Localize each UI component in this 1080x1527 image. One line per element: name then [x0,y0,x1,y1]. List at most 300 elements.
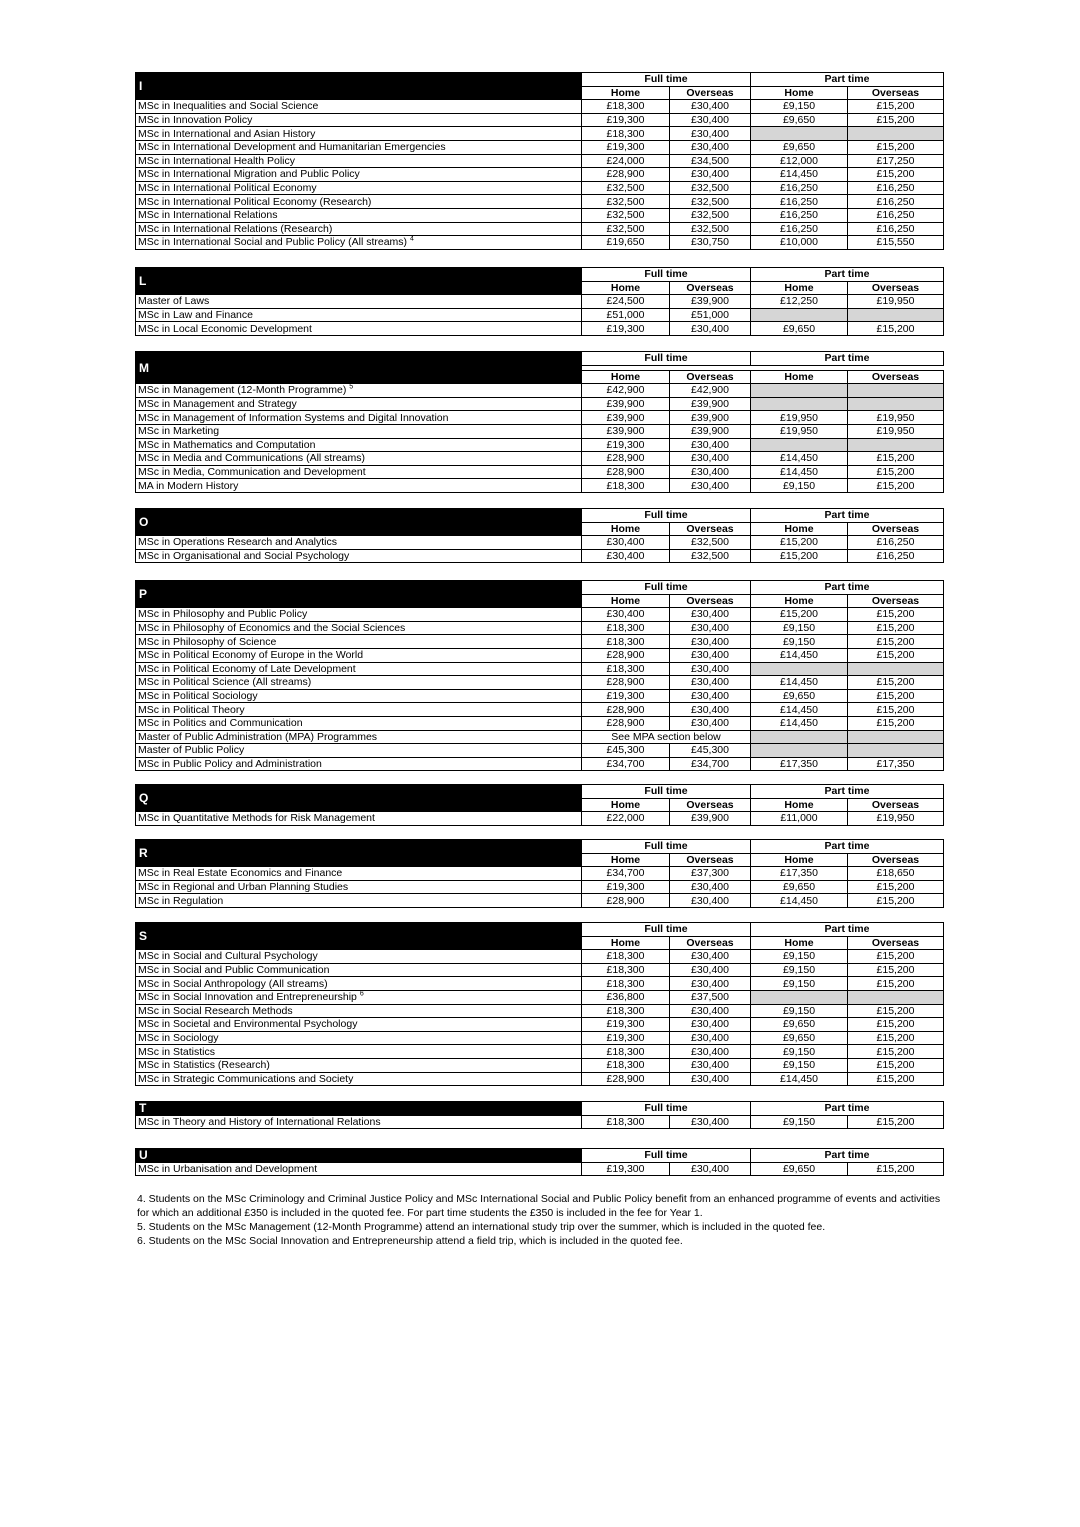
programme-name [136,744,582,758]
table-row [136,689,944,703]
ft-overseas-fee: £30,400 [670,1162,751,1176]
header-row [136,509,944,523]
pt-overseas-fee [848,662,944,676]
ft-overseas-fee: £30,400 [670,676,751,690]
programme-name [136,195,582,209]
table-row [136,1031,944,1045]
section-letter: T [136,1102,582,1116]
programme-name [136,295,582,309]
ft-overseas-fee: £30,400 [670,716,751,730]
pt-home-fee: £14,450 [751,716,848,730]
programme-label: MSc in International Development and Humanitarian Emergencies [138,141,446,154]
ft-home-fee: £19,300 [582,140,670,154]
programme-name [136,222,582,236]
programme-label: MSc in Statistics [138,1045,216,1058]
programme-name [136,757,582,771]
table-row [136,236,944,250]
ft-overseas-fee: £30,400 [670,168,751,182]
ft-home-fee: £19,300 [582,322,670,336]
ft-overseas-fee: £30,750 [670,236,751,250]
ft-home-fee: £39,900 [582,411,670,425]
ft-home-fee: £28,900 [582,676,670,690]
pt-home-fee: £9,150 [751,635,848,649]
programme-label: MSc in Local Economic Development [138,322,312,335]
pt-overseas-fee: £16,250 [848,222,944,236]
table-row [136,621,944,635]
ft-overseas-fee: £30,400 [670,452,751,466]
pt-home-fee: £9,650 [751,1018,848,1032]
table-row [136,880,944,894]
ft-home-fee: £45,300 [582,744,670,758]
programme-label: MSc in Management of Information Systems and Digital Innovation [138,411,449,424]
header-row [136,268,944,282]
ft-home-fee: £18,300 [582,479,670,493]
section-letter: O [136,509,582,536]
programme-label: MSc in Statistics (Research) [138,1059,270,1072]
pt-home-fee: £9,650 [751,1031,848,1045]
programme-name [136,716,582,730]
pt-overseas-fee: £15,550 [848,236,944,250]
programme-label: MSc in Societal and Environmental Psychology [138,1018,358,1031]
pt-home-fee: £14,450 [751,168,848,182]
table-row [136,208,944,222]
programme-label: MSc in Political Economy of Late Development [138,662,356,675]
programme-name [136,608,582,622]
header-row [136,581,944,595]
ft-overseas-fee: £30,400 [670,465,751,479]
ft-home-fee: £36,800 [582,990,670,1004]
ft-overseas-fee: £39,900 [670,812,751,826]
table-row [136,648,944,662]
ft-home-fee: £18,300 [582,635,670,649]
footnote-5: 5. Students on the MSc Management (12-Month Programme) attend an international study trip over the summer, which is included in the quoted fee. [137,1221,826,1233]
pt-home-fee: £19,950 [751,411,848,425]
pt-overseas-fee: £18,650 [848,867,944,881]
header-row [136,1102,944,1116]
table-row [136,1115,944,1129]
programme-label: MSc in Innovation Policy [138,114,253,127]
pt-overseas-fee: £15,200 [848,452,944,466]
ft-home-fee: £18,300 [582,1045,670,1059]
section-o-table [135,508,944,563]
ft-home-fee: £28,900 [582,465,670,479]
full-time-note: See MPA section below [582,730,751,744]
table-row [136,411,944,425]
table-row [136,730,944,744]
table-row [136,295,944,309]
ft-overseas-fee: £30,400 [670,127,751,141]
ft-home-fee: £39,900 [582,397,670,411]
ft-overseas-fee: £30,400 [670,1115,751,1129]
programme-label: MSc in Management and Strategy [138,398,297,411]
programme-name [136,452,582,466]
pt-home-fee [751,990,848,1004]
ft-home-fee: £18,300 [582,621,670,635]
section-l-table [135,267,944,336]
table-row [136,1072,944,1086]
pt-overseas-fee: £19,950 [848,424,944,438]
part-time-header: Part time [751,509,944,523]
ft-home-fee: £24,500 [582,295,670,309]
pt-home-fee: £9,150 [751,1004,848,1018]
table-row [136,424,944,438]
ft-home-fee: £19,300 [582,1162,670,1176]
table-row [136,977,944,991]
programme-label: MSc in International Political Economy [138,182,317,195]
programme-name [136,1072,582,1086]
programme-name [136,100,582,114]
ft-home-fee: £30,400 [582,549,670,563]
ft-overseas-fee: £30,400 [670,662,751,676]
header-row [136,785,944,799]
ft-home-fee: £24,000 [582,154,670,168]
ft-home-header: Home [582,281,670,295]
programme-name [136,867,582,881]
pt-home-fee: £14,450 [751,676,848,690]
ft-overseas-header: Overseas [670,86,751,100]
header-row [136,923,944,937]
full-time-header: Full time [582,73,751,87]
ft-overseas-header: Overseas [670,370,751,384]
pt-overseas-fee: £15,200 [848,322,944,336]
pt-home-fee: £14,450 [751,703,848,717]
pt-overseas-fee: £16,250 [848,549,944,563]
ft-home-fee: £28,900 [582,703,670,717]
ft-overseas-fee: £30,400 [670,1004,751,1018]
programme-name [136,621,582,635]
pt-home-fee: £19,950 [751,424,848,438]
pt-overseas-fee: £15,200 [848,1045,944,1059]
table-row [136,140,944,154]
table-row [136,168,944,182]
part-time-header: Part time [751,73,944,87]
pt-home-fee: £9,650 [751,689,848,703]
pt-overseas-fee [848,990,944,1004]
programme-name [136,438,582,452]
pt-home-fee: £16,250 [751,181,848,195]
part-time-header: Part time [751,840,944,854]
pt-overseas-header: Overseas [848,853,944,867]
table-row [136,744,944,758]
programme-label: MSc in International Social and Public Policy (All streams) [138,236,408,249]
pt-overseas-fee: £15,200 [848,113,944,127]
ft-overseas-fee: £39,900 [670,397,751,411]
ft-overseas-header: Overseas [670,281,751,295]
ft-overseas-fee: £34,700 [670,757,751,771]
section-m-table [135,351,944,493]
pt-overseas-header: Overseas [848,281,944,295]
programme-name [136,181,582,195]
programme-label: MSc in Media and Communications (All streams) [138,452,365,465]
part-time-header: Part time [751,352,944,366]
table-row [136,536,944,550]
pt-overseas-fee: £15,200 [848,716,944,730]
pt-overseas-fee: £15,200 [848,703,944,717]
programme-label: MSc in Social Research Methods [138,1004,293,1017]
pt-overseas-header: Overseas [848,522,944,536]
programme-label: MSc in Marketing [138,425,220,438]
pt-home-fee [751,308,848,322]
table-row [136,1045,944,1059]
pt-overseas-fee: £15,200 [848,676,944,690]
table-row [136,1058,944,1072]
ft-home-fee: £28,900 [582,452,670,466]
programme-name [136,1058,582,1072]
table-row [136,438,944,452]
ft-overseas-fee: £30,400 [670,963,751,977]
pt-overseas-fee: £15,200 [848,880,944,894]
ft-overseas-fee: £30,400 [670,621,751,635]
programme-name [136,397,582,411]
pt-overseas-fee: £15,200 [848,635,944,649]
table-row [136,716,944,730]
ft-overseas-fee: £51,000 [670,308,751,322]
pt-home-fee [751,744,848,758]
part-time-header: Part time [751,581,944,595]
programme-label: MSc in Social and Public Communication [138,964,330,977]
ft-overseas-fee: £30,400 [670,1058,751,1072]
pt-overseas-header: Overseas [848,594,944,608]
ft-home-fee: £18,300 [582,977,670,991]
ft-home-fee: £18,300 [582,127,670,141]
pt-overseas-fee: £15,200 [848,1058,944,1072]
table-row [136,867,944,881]
full-time-header: Full time [582,509,751,523]
programme-label: MSc in International Relations (Research) [138,222,333,235]
programme-name [136,208,582,222]
programme-label: MSc in International and Asian History [138,127,316,140]
full-time-header: Full time [582,352,751,366]
pt-overseas-fee: £15,200 [848,894,944,908]
pt-home-fee: £16,250 [751,195,848,209]
pt-home-header: Home [751,936,848,950]
pt-home-header: Home [751,853,848,867]
part-time-header: Part time [751,1149,944,1163]
header-row [136,840,944,854]
programme-label: MSc in International Relations [138,209,278,222]
section-letter: S [136,923,582,950]
pt-home-fee: £9,650 [751,113,848,127]
full-time-header: Full time [582,1149,751,1163]
pt-overseas-fee: £15,200 [848,963,944,977]
pt-overseas-fee: £15,200 [848,1115,944,1129]
pt-overseas-fee: £16,250 [848,536,944,550]
pt-overseas-header: Overseas [848,370,944,384]
pt-overseas-fee: £16,250 [848,181,944,195]
ft-home-header: Home [582,936,670,950]
ft-overseas-fee: £37,300 [670,867,751,881]
programme-label: Master of Public Policy [138,744,245,757]
footnote-marker: 4 [409,235,414,243]
programme-label: MSc in Urbanisation and Development [138,1162,318,1175]
ft-overseas-fee: £30,400 [670,689,751,703]
programme-label: MSc in Inequalities and Social Science [138,100,319,113]
ft-overseas-fee: £39,900 [670,411,751,425]
table-row [136,662,944,676]
programme-label: MSc in Regulation [138,894,224,907]
pt-home-header: Home [751,86,848,100]
pt-home-header: Home [751,594,848,608]
ft-overseas-fee: £30,400 [670,635,751,649]
programme-name [136,127,582,141]
programme-name [136,812,582,826]
table-row [136,452,944,466]
pt-home-fee [751,662,848,676]
pt-overseas-fee [848,308,944,322]
pt-overseas-fee: £15,200 [848,950,944,964]
pt-home-fee: £14,450 [751,1072,848,1086]
pt-home-fee: £9,150 [751,977,848,991]
ft-home-fee: £18,300 [582,950,670,964]
programme-name [136,1045,582,1059]
ft-overseas-fee: £30,400 [670,479,751,493]
programme-label: MSc in Politics and Communication [138,717,303,730]
pt-overseas-fee [848,438,944,452]
ft-home-fee: £18,300 [582,100,670,114]
programme-name [136,308,582,322]
table-row [136,113,944,127]
ft-overseas-fee: £30,400 [670,140,751,154]
programme-label: Master of Public Administration (MPA) Programmes [138,730,378,743]
pt-home-fee: £14,450 [751,894,848,908]
header-row [136,1149,944,1163]
programme-label: MSc in Law and Finance [138,309,253,322]
ft-home-fee: £32,500 [582,208,670,222]
section-letter: L [136,268,582,295]
pt-home-fee: £9,150 [751,479,848,493]
programme-name [136,424,582,438]
ft-overseas-header: Overseas [670,798,751,812]
ft-home-fee: £42,900 [582,384,670,398]
pt-home-fee: £9,650 [751,322,848,336]
pt-overseas-fee [848,384,944,398]
pt-overseas-fee: £15,200 [848,648,944,662]
table-row [136,963,944,977]
programme-name [136,384,582,398]
programme-name [136,894,582,908]
pt-home-fee [751,397,848,411]
ft-overseas-fee: £32,500 [670,181,751,195]
table-row [136,127,944,141]
footnote-marker: 6 [359,990,364,998]
programme-name [136,689,582,703]
ft-home-header: Home [582,798,670,812]
ft-overseas-fee: £32,500 [670,549,751,563]
programme-name [136,676,582,690]
ft-overseas-fee: £42,900 [670,384,751,398]
pt-overseas-fee: £15,200 [848,608,944,622]
programme-name [136,411,582,425]
programme-label: MSc in Management (12-Month Programme) [138,384,347,397]
programme-name [136,880,582,894]
table-row [136,181,944,195]
programme-name [136,1018,582,1032]
ft-overseas-fee: £30,400 [670,438,751,452]
pt-home-fee: £16,250 [751,208,848,222]
ft-overseas-fee: £30,400 [670,322,751,336]
programme-label: MSc in Political Sociology [138,690,258,703]
pt-home-fee: £12,000 [751,154,848,168]
pt-overseas-fee [848,744,944,758]
programme-label: MSc in Regional and Urban Planning Studies [138,881,349,894]
programme-label: MSc in Organisational and Social Psychology [138,550,350,563]
pt-home-fee: £9,650 [751,880,848,894]
programme-name [136,635,582,649]
pt-overseas-fee [848,397,944,411]
programme-name [136,950,582,964]
programme-label: MSc in Quantitative Methods for Risk Management [138,812,375,825]
pt-overseas-fee: £15,200 [848,479,944,493]
ft-home-fee: £34,700 [582,867,670,881]
programme-name [136,168,582,182]
section-q-table [135,784,944,826]
pt-overseas-fee: £19,950 [848,812,944,826]
table-row [136,222,944,236]
pt-overseas-fee: £15,200 [848,1072,944,1086]
pt-overseas-fee: £15,200 [848,1031,944,1045]
ft-overseas-header: Overseas [670,853,751,867]
ft-home-fee: £39,900 [582,424,670,438]
full-time-header: Full time [582,581,751,595]
section-s-table [135,922,944,1086]
pt-overseas-fee: £15,200 [848,168,944,182]
ft-overseas-fee: £30,400 [670,113,751,127]
section-letter: M [136,352,582,384]
programme-name [136,1162,582,1176]
table-row [136,635,944,649]
section-i-table [135,72,944,250]
ft-overseas-fee: £30,400 [670,894,751,908]
ft-overseas-fee: £30,400 [670,1018,751,1032]
ft-overseas-fee: £30,400 [670,1072,751,1086]
pt-overseas-header: Overseas [848,86,944,100]
ft-overseas-fee: £32,500 [670,195,751,209]
ft-home-fee: £18,300 [582,1058,670,1072]
section-p-table [135,580,944,771]
ft-home-fee: £19,300 [582,880,670,894]
pt-home-fee: £12,250 [751,295,848,309]
pt-home-fee [751,438,848,452]
programme-label: MSc in Mathematics and Computation [138,438,316,451]
pt-home-fee: £15,200 [751,608,848,622]
table-row [136,676,944,690]
pt-home-fee: £10,000 [751,236,848,250]
ft-overseas-fee: £30,400 [670,608,751,622]
section-letter: I [136,73,582,100]
pt-home-fee: £9,150 [751,100,848,114]
pt-overseas-fee: £17,250 [848,154,944,168]
table-row [136,479,944,493]
ft-home-fee: £30,400 [582,536,670,550]
full-time-header: Full time [582,923,751,937]
ft-overseas-fee: £39,900 [670,424,751,438]
programme-label: MA in Modern History [138,479,239,492]
table-row [136,549,944,563]
ft-home-header: Home [582,522,670,536]
ft-overseas-fee: £39,900 [670,295,751,309]
table-row [136,397,944,411]
ft-overseas-fee: £30,400 [670,648,751,662]
ft-home-header: Home [582,853,670,867]
ft-home-fee: £19,300 [582,689,670,703]
table-row [136,608,944,622]
ft-home-fee: £22,000 [582,812,670,826]
ft-overseas-header: Overseas [670,594,751,608]
programme-label: MSc in Social Anthropology (All streams) [138,977,328,990]
pt-overseas-fee [848,127,944,141]
pt-home-fee: £9,150 [751,1115,848,1129]
pt-home-fee: £9,150 [751,963,848,977]
